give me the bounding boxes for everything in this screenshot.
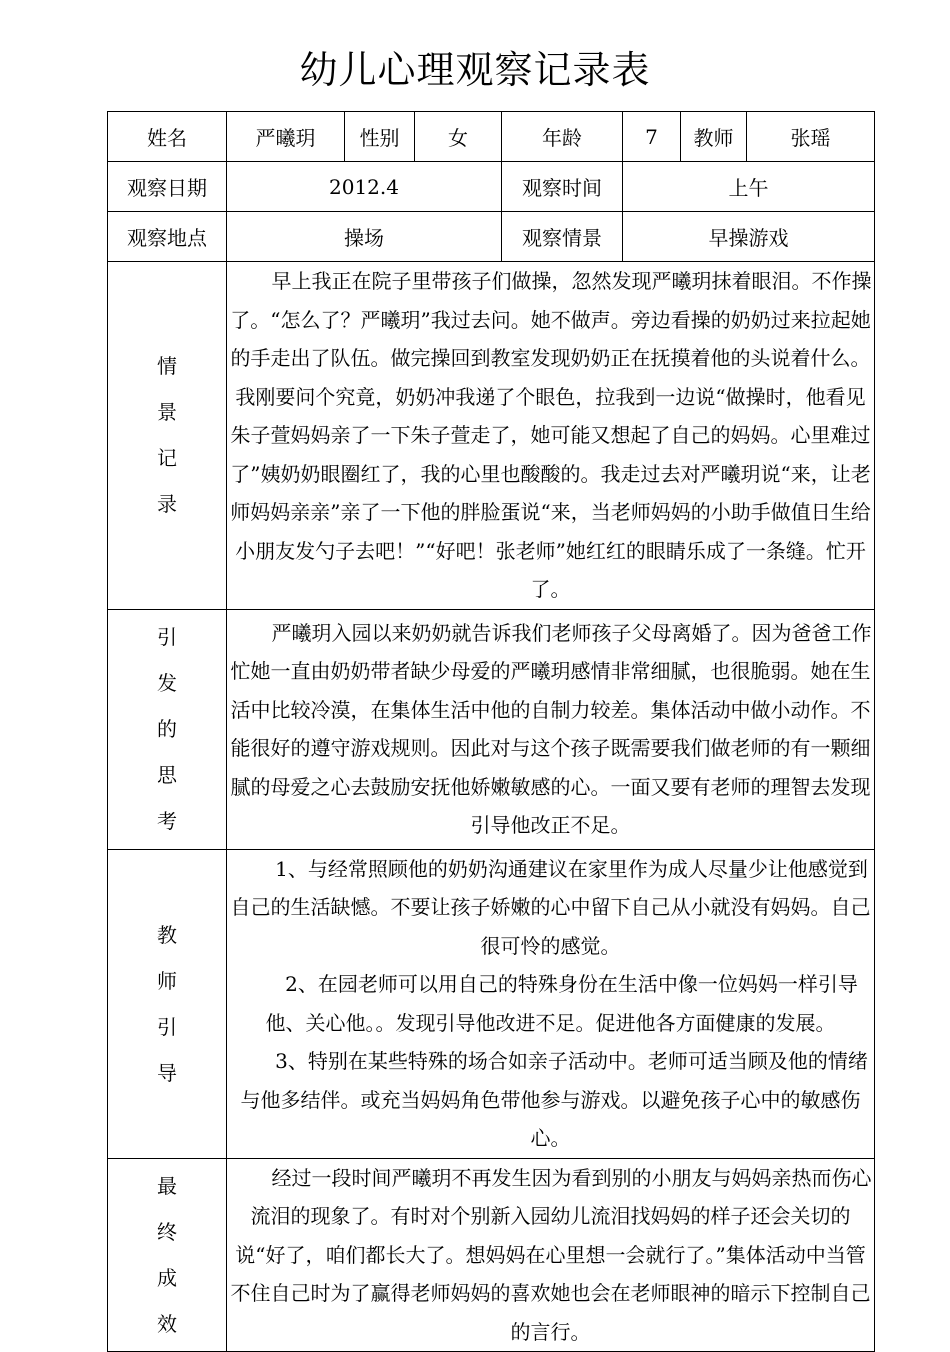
paragraph: 2、在园老师可以用自己的特殊身份在生活中像一位妈妈一样引导他、关心他。。发现引导他改进不足。促进他各方面健康的发展。 — [265, 972, 858, 1035]
scene-label: 观察情景 — [502, 212, 623, 262]
label-char: 引 — [157, 1014, 177, 1039]
paragraph: 经过一段时间严曦玥不再发生因为看到别的小朋友与妈妈亲热而伤心流泪的现象了。有时对个别新入园幼儿流泪找妈妈的样子还会关切的说“好了，咱们都长大了。想妈妈在心里想一会就行了。”集体活动中当管不住自己时为了赢得老师妈妈的喜欢她也会在老师眼神的暗示下控制自己的言行。 — [230, 1165, 872, 1344]
time-value: 上午 — [623, 162, 875, 212]
name-label: 姓名 — [108, 112, 227, 162]
label-char: 情 — [157, 354, 177, 379]
label-char: 最 — [157, 1173, 177, 1198]
label-char: 师 — [157, 968, 177, 993]
section-teacher-guidance — [108, 849, 875, 1158]
info-row-2 — [108, 162, 875, 212]
paragraph: 3、特别在某些特殊的场合如亲子活动中。老师可适当顾及他的情绪与他多结伴。或充当妈妈角色带他参与游戏。以避免孩子心中的敏感伤心。 — [240, 1049, 868, 1150]
section-content — [227, 849, 875, 1158]
section-label — [108, 262, 227, 610]
place-label: 观察地点 — [108, 212, 227, 262]
section-reflection — [108, 609, 875, 849]
observation-record-table — [107, 111, 875, 1352]
date-label: 观察日期 — [108, 162, 227, 212]
label-char: 发 — [157, 671, 177, 695]
info-row-1 — [108, 112, 875, 162]
label-char: 录 — [157, 492, 177, 517]
label-char: 引 — [157, 625, 177, 649]
label-char: 考 — [157, 809, 177, 833]
teacher-value: 张瑶 — [747, 112, 875, 162]
label-char: 思 — [157, 763, 177, 787]
section-label — [108, 609, 227, 849]
label-char: 效 — [157, 1311, 177, 1336]
age-label: 年龄 — [502, 112, 623, 162]
label-char: 导 — [157, 1060, 177, 1085]
place-value: 操场 — [227, 212, 502, 262]
time-label: 观察时间 — [502, 162, 623, 212]
gender-value: 女 — [415, 112, 502, 162]
section-label — [108, 1158, 227, 1352]
paragraph: 严曦玥入园以来奶奶就告诉我们老师孩子父母离婚了。因为爸爸工作忙她一直由奶奶带者缺少母爱的严曦玥感情非常细腻，也很脆弱。她在生活中比较冷漠，在集体生活中他的自制力较差。集体活动中做小动作。不能很好的遵守游戏规则。因此对与这个孩子既需要我们做老师的有一颗细腻的母爱之心去鼓励安抚他娇嫩敏感的心。一面又要有老师的理智去发现引导他改正不足。 — [230, 620, 872, 837]
scene-value: 早操游戏 — [623, 212, 875, 262]
section-content — [227, 262, 875, 610]
section-label — [108, 849, 227, 1158]
section-final-result — [108, 1158, 875, 1352]
section-content — [227, 1158, 875, 1352]
label-char: 记 — [157, 446, 177, 471]
label-char: 终 — [157, 1219, 177, 1244]
name-value: 严曦玥 — [227, 112, 345, 162]
date-value: 2012.4 — [227, 162, 502, 212]
label-char: 成 — [157, 1265, 177, 1290]
paragraph: 1、与经常照顾他的奶奶沟通建议在家里作为成人尽量少让他感觉到自己的生活缺憾。不要让孩子娇嫩的心中留下自己从小就没有妈妈。自己很可怜的感觉。 — [230, 856, 871, 958]
paragraph: 早上我正在院子里带孩子们做操，忽然发现严曦玥抹着眼泪。不作操了。“怎么了？严曦玥”我过去问。她不做声。旁边看操的奶奶过来拉起她的手走出了队伍。做完操回到教室发现奶奶正在抚摸着他的头说着什么。我刚要问个究竟，奶奶冲我递了个眼色，拉我到一边说“做操时，他看见朱子萱妈妈亲了一下朱子萱走了，她可能又想起了自己的妈妈。心里难过了”姨奶奶眼圈红了，我的心里也酸酸的。我走过去对严曦玥说“来，让老师妈妈亲亲”亲了一下他的胖脸蛋说“来，当老师妈妈的小助手做值日生给小朋友发勺子去吧！”“好吧！张老师”她红红的眼睛乐成了一条缝。忙开了。 — [230, 269, 872, 601]
info-row-3 — [108, 212, 875, 262]
section-content — [227, 609, 875, 849]
age-value: 7 — [623, 112, 681, 162]
section-scene-record — [108, 262, 875, 610]
label-char: 教 — [157, 922, 177, 947]
page-title: 幼儿心理观察记录表 — [299, 48, 651, 92]
label-char: 景 — [157, 400, 177, 425]
label-char: 的 — [157, 717, 177, 741]
teacher-label: 教师 — [681, 112, 747, 162]
gender-label: 性别 — [345, 112, 415, 162]
